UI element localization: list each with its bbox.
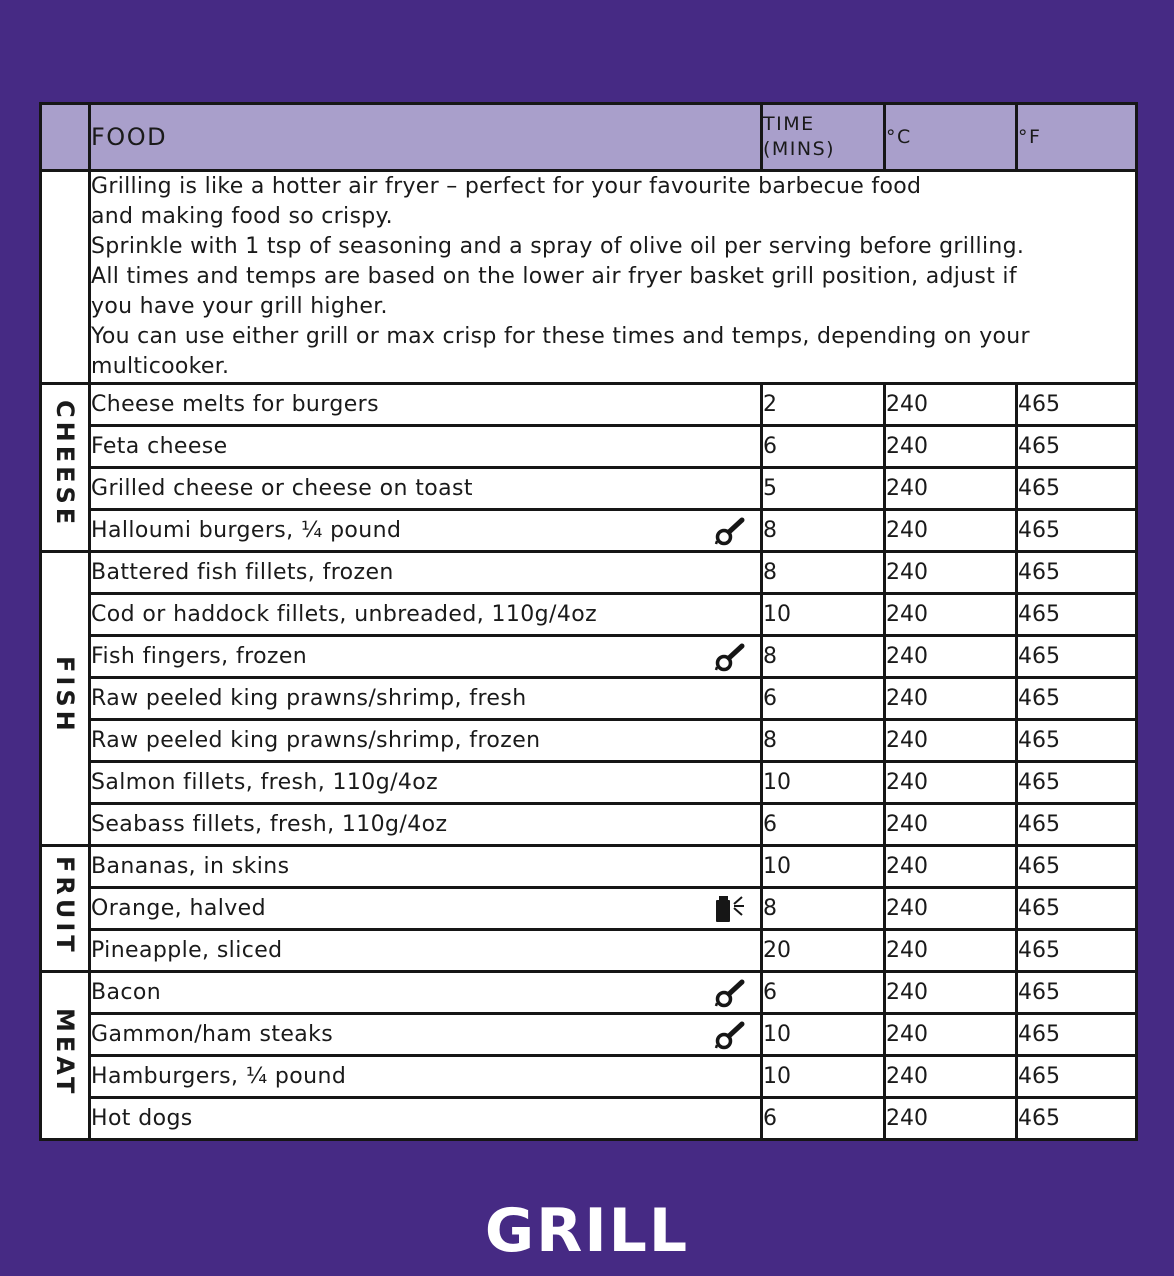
food-name: Feta cheese [91,434,228,459]
celsius-cell: 240 [885,762,1017,804]
fahrenheit-cell: 465 [1017,1056,1137,1098]
time-cell: 10 [762,1014,885,1056]
food-cell [90,552,762,594]
food-cell [90,720,762,762]
table-row [41,510,1137,552]
food-name: Bacon [91,980,162,1005]
celsius-cell: 240 [885,1014,1017,1056]
table-row [41,972,1137,1014]
table-row [41,930,1137,972]
fahrenheit-cell: 465 [1017,972,1137,1014]
table-row [41,552,1137,594]
fahrenheit-cell: 465 [1017,930,1137,972]
category-cell [41,552,90,846]
table-row [41,720,1137,762]
spray-icon [714,894,746,924]
time-cell: 8 [762,636,885,678]
food-cell [90,384,762,426]
header-time-line2: (MINS) [763,138,836,160]
intro-category-cell [41,171,90,384]
food-name: Bananas, in skins [91,854,290,879]
fahrenheit-cell: 465 [1017,804,1137,846]
turn-icon [714,1020,746,1050]
time-cell: 8 [762,720,885,762]
time-cell: 6 [762,1098,885,1140]
header-food: FOOD [90,104,762,171]
fahrenheit-cell: 465 [1017,846,1137,888]
intro-line: All times and temps are based on the lower air fryer basket grill position, adjust if [91,264,1017,289]
celsius-cell: 240 [885,1098,1017,1140]
fahrenheit-cell: 465 [1017,426,1137,468]
table-row [41,888,1137,930]
intro-line: You can use either grill or max crisp for these times and temps, depending on your [91,324,1030,349]
food-cell [90,636,762,678]
food-name: Seabass fillets, fresh, 110g/4oz [91,812,448,837]
intro-text [90,171,1137,384]
celsius-cell: 240 [885,804,1017,846]
table-row [41,1056,1137,1098]
intro-line: and making food so crispy. [91,204,393,229]
food-cell [90,678,762,720]
header-fahrenheit: °F [1017,104,1137,171]
fahrenheit-cell: 465 [1017,888,1137,930]
table-row [41,1098,1137,1140]
category-label: FRUIT [51,855,79,956]
food-cell [90,1098,762,1140]
fahrenheit-cell: 465 [1017,468,1137,510]
intro-line: Sprinkle with 1 tsp of seasoning and a spray of olive oil per serving before grilling. [91,234,1025,259]
time-cell: 6 [762,804,885,846]
celsius-cell: 240 [885,678,1017,720]
header-category-cell [41,104,90,171]
time-cell: 10 [762,594,885,636]
celsius-cell: 240 [885,552,1017,594]
food-cell [90,510,762,552]
food-cell [90,426,762,468]
time-cell: 2 [762,384,885,426]
celsius-cell: 240 [885,972,1017,1014]
category-label: CHEESE [51,400,79,529]
table-row [41,846,1137,888]
table-row [41,468,1137,510]
intro-line: you have your grill higher. [91,294,388,319]
celsius-cell: 240 [885,1056,1017,1098]
turn-icon [714,642,746,672]
food-name: Gammon/ham steaks [91,1022,334,1047]
fahrenheit-cell: 465 [1017,552,1137,594]
intro-line: multicooker. [91,354,230,379]
food-cell [90,1056,762,1098]
category-cell [41,846,90,972]
time-cell: 10 [762,846,885,888]
intro-line: Grilling is like a hotter air fryer – perfect for your favourite barbecue food [91,174,922,199]
food-cell [90,930,762,972]
fahrenheit-cell: 465 [1017,762,1137,804]
food-cell [90,846,762,888]
food-name: Raw peeled king prawns/shrimp, fresh [91,686,527,711]
food-name: Battered fish fillets, frozen [91,560,394,585]
time-cell: 8 [762,888,885,930]
table-row [41,678,1137,720]
food-cell [90,468,762,510]
food-cell [90,1014,762,1056]
food-cell [90,972,762,1014]
fahrenheit-cell: 465 [1017,636,1137,678]
fahrenheit-cell: 465 [1017,720,1137,762]
fahrenheit-cell: 465 [1017,510,1137,552]
table-row [41,804,1137,846]
celsius-cell: 240 [885,636,1017,678]
food-name: Orange, halved [91,896,266,921]
table-row [41,636,1137,678]
table-row [41,762,1137,804]
food-cell [90,762,762,804]
category-cell [41,384,90,552]
table-header-row [41,104,1137,171]
food-name: Hamburgers, ¼ pound [91,1064,347,1089]
celsius-cell: 240 [885,720,1017,762]
table-row [41,1014,1137,1056]
celsius-cell: 240 [885,594,1017,636]
page-title: GRILL [484,1196,690,1266]
fahrenheit-cell: 465 [1017,1098,1137,1140]
turn-icon [714,516,746,546]
table-row [41,426,1137,468]
time-cell: 5 [762,468,885,510]
food-name: Fish fingers, frozen [91,644,308,669]
time-cell: 10 [762,762,885,804]
celsius-cell: 240 [885,384,1017,426]
celsius-cell: 240 [885,426,1017,468]
food-name: Grilled cheese or cheese on toast [91,476,473,501]
category-label: FISH [51,656,79,735]
category-label: MEAT [51,1007,79,1098]
fahrenheit-cell: 465 [1017,678,1137,720]
food-cell [90,594,762,636]
fahrenheit-cell: 465 [1017,594,1137,636]
table-row [41,594,1137,636]
time-cell: 20 [762,930,885,972]
food-name: Halloumi burgers, ¼ pound [91,518,402,543]
time-cell: 6 [762,678,885,720]
celsius-cell: 240 [885,468,1017,510]
turn-icon [714,978,746,1008]
time-cell: 10 [762,1056,885,1098]
fahrenheit-cell: 465 [1017,384,1137,426]
food-name: Hot dogs [91,1106,193,1131]
table-row [41,384,1137,426]
food-cell [90,804,762,846]
time-cell: 8 [762,552,885,594]
celsius-cell: 240 [885,510,1017,552]
celsius-cell: 240 [885,888,1017,930]
time-cell: 6 [762,426,885,468]
food-name: Salmon fillets, fresh, 110g/4oz [91,770,439,795]
grill-times-table [39,102,1138,1141]
header-time-line1: TIME [763,113,815,135]
header-time [762,104,885,171]
time-cell: 6 [762,972,885,1014]
celsius-cell: 240 [885,846,1017,888]
food-name: Cod or haddock fillets, unbreaded, 110g/4oz [91,602,598,627]
food-name: Raw peeled king prawns/shrimp, frozen [91,728,541,753]
category-cell [41,972,90,1140]
time-cell: 8 [762,510,885,552]
food-name: Cheese melts for burgers [91,392,379,417]
intro-row [41,171,1137,384]
food-name: Pineapple, sliced [91,938,283,963]
celsius-cell: 240 [885,930,1017,972]
fahrenheit-cell: 465 [1017,1014,1137,1056]
header-celsius: °C [885,104,1017,171]
food-cell [90,888,762,930]
